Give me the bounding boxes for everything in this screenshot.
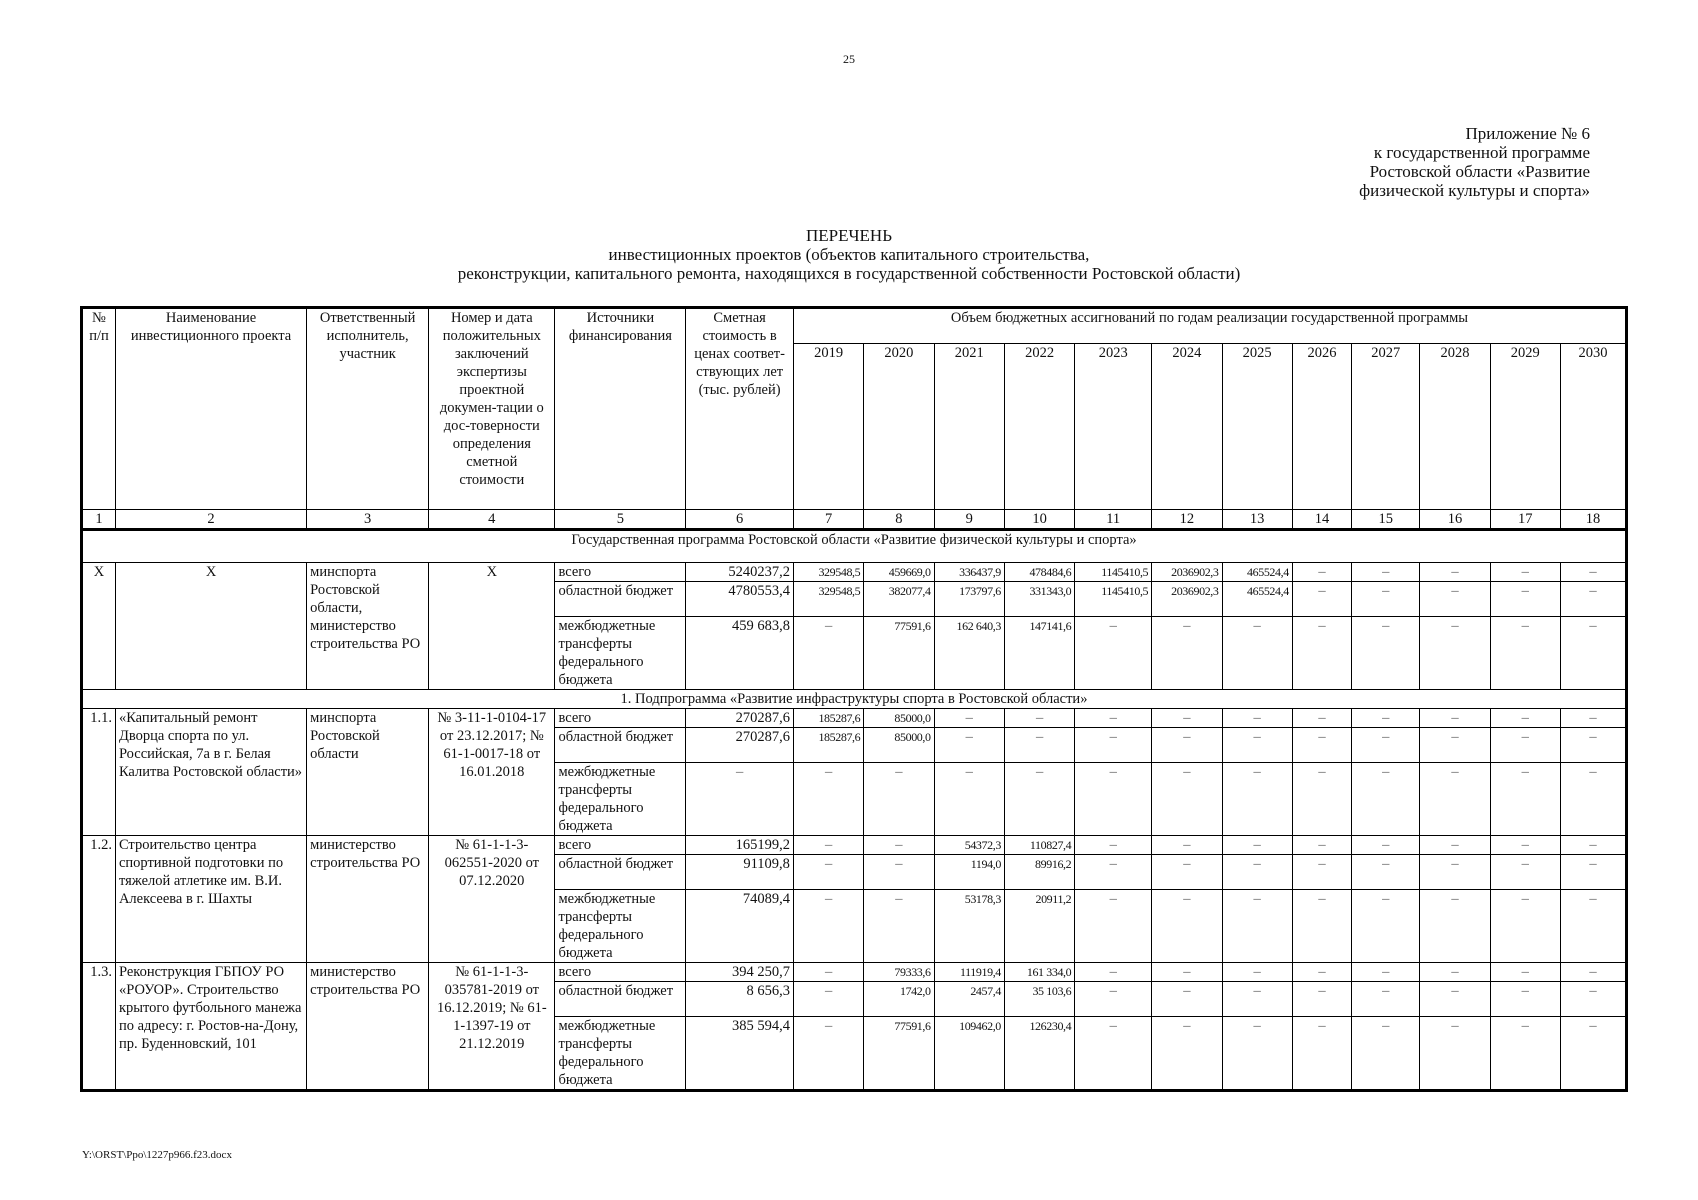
value-cell: –: [793, 963, 863, 982]
value-cell: –: [1490, 763, 1560, 836]
value-cell: –: [1222, 763, 1292, 836]
value-cell: –: [1420, 617, 1490, 690]
value-cell: –: [1152, 709, 1222, 728]
project-name: «Капитальный ремонт Дворца спорта по ул. Российская, 7а в г. Белая Калитва Ростовской области»: [115, 709, 306, 836]
value-cell: –: [1222, 890, 1292, 963]
header-expertise: Номер и дата положительных заключений экспертизы проектной докумен-тации о дос-товерности определения сметной стоимости: [429, 309, 555, 510]
year-header: 2025: [1222, 344, 1292, 510]
column-number: 3: [307, 510, 429, 530]
funding-source: всего: [555, 963, 686, 982]
table-row: [83, 963, 1626, 982]
project-name: Строительство центра спортивной подготовки по тяжелой атлетике им. В.И. Алексеева в г. Шахты: [115, 836, 306, 963]
funding-source: межбюджетные трансферты федерального бюджета: [555, 617, 686, 690]
year-header: 2027: [1352, 344, 1420, 510]
row-number: 1.1.: [83, 709, 116, 836]
value-cell: –: [864, 890, 934, 963]
value-cell: 459 683,8: [686, 617, 794, 690]
value-cell: –: [1560, 963, 1625, 982]
value-cell: 1145410,5: [1075, 582, 1152, 617]
value-cell: –: [1560, 709, 1625, 728]
value-cell: 1145410,5: [1075, 563, 1152, 582]
value-cell: –: [1352, 890, 1420, 963]
year-header: 2030: [1560, 344, 1625, 510]
value-cell: 109462,0: [934, 1017, 1004, 1090]
value-cell: 185287,6: [793, 728, 863, 763]
value-cell: –: [1352, 1017, 1420, 1090]
year-header: 2029: [1490, 344, 1560, 510]
column-number: 14: [1292, 510, 1351, 530]
column-number: 16: [1420, 510, 1490, 530]
header-sources: Источники финансирования: [555, 309, 686, 510]
value-cell: 270287,6: [686, 728, 794, 763]
value-cell: –: [1152, 963, 1222, 982]
value-cell: 329548,5: [793, 582, 863, 617]
value-cell: –: [1490, 563, 1560, 582]
value-cell: –: [1490, 890, 1560, 963]
value-cell: –: [1292, 836, 1351, 855]
investment-projects-table: [82, 308, 1626, 1090]
value-cell: –: [1560, 982, 1625, 1017]
value-cell: –: [793, 890, 863, 963]
value-cell: 331343,0: [1004, 582, 1074, 617]
value-cell: –: [1222, 617, 1292, 690]
header-project-name: Наименование инвестиционного проекта: [115, 309, 306, 510]
value-cell: –: [1222, 982, 1292, 1017]
year-header: 2022: [1004, 344, 1074, 510]
value-cell: –: [1560, 617, 1625, 690]
value-cell: –: [793, 836, 863, 855]
value-cell: –: [1075, 617, 1152, 690]
column-number: 2: [115, 510, 306, 530]
appendix-line: физической культуры и спорта»: [1359, 181, 1590, 200]
column-number: 13: [1222, 510, 1292, 530]
executor: министерство строительства РО: [307, 963, 429, 1090]
value-cell: –: [1420, 1017, 1490, 1090]
appendix-line: Приложение № 6: [1465, 124, 1590, 143]
value-cell: –: [934, 763, 1004, 836]
value-cell: –: [1292, 728, 1351, 763]
row-number: Х: [83, 563, 116, 690]
funding-source: всего: [555, 709, 686, 728]
value-cell: –: [1420, 890, 1490, 963]
value-cell: –: [1075, 855, 1152, 890]
value-cell: –: [1152, 982, 1222, 1017]
document-title: [0, 226, 1698, 283]
value-cell: 465524,4: [1222, 563, 1292, 582]
subprogram-title: 1. Подпрограмма «Развитие инфраструктуры спорта в Ростовской области»: [83, 690, 1626, 709]
value-cell: 173797,6: [934, 582, 1004, 617]
value-cell: –: [1352, 582, 1420, 617]
value-cell: –: [793, 617, 863, 690]
table-row: [83, 563, 1626, 582]
value-cell: –: [793, 763, 863, 836]
value-cell: 1194,0: [934, 855, 1004, 890]
value-cell: –: [1352, 982, 1420, 1017]
value-cell: –: [1292, 855, 1351, 890]
row-number: 1.2.: [83, 836, 116, 963]
value-cell: –: [1152, 1017, 1222, 1090]
value-cell: –: [1352, 763, 1420, 836]
expertise: № 3-11-1-0104-17 от 23.12.2017; № 61-1-0017-18 от 16.01.2018: [429, 709, 555, 836]
funding-source: межбюджетные трансферты федерального бюджета: [555, 1017, 686, 1090]
value-cell: 2036902,3: [1152, 582, 1222, 617]
column-number: 15: [1352, 510, 1420, 530]
value-cell: 465524,4: [1222, 582, 1292, 617]
value-cell: –: [1222, 709, 1292, 728]
value-cell: 8 656,3: [686, 982, 794, 1017]
project-name: Х: [115, 563, 306, 690]
funding-source: межбюджетные трансферты федерального бюджета: [555, 763, 686, 836]
value-cell: –: [1560, 836, 1625, 855]
value-cell: –: [1490, 1017, 1560, 1090]
value-cell: –: [1222, 836, 1292, 855]
value-cell: –: [1420, 763, 1490, 836]
value-cell: –: [1420, 582, 1490, 617]
value-cell: 185287,6: [793, 709, 863, 728]
value-cell: 77591,6: [864, 617, 934, 690]
value-cell: –: [1222, 855, 1292, 890]
value-cell: –: [1420, 728, 1490, 763]
appendix-line: к государственной программе: [1373, 143, 1590, 162]
value-cell: –: [1560, 563, 1625, 582]
value-cell: –: [1490, 855, 1560, 890]
value-cell: –: [1075, 709, 1152, 728]
column-number: 5: [555, 510, 686, 530]
value-cell: –: [1420, 709, 1490, 728]
value-cell: –: [1292, 963, 1351, 982]
value-cell: –: [1004, 709, 1074, 728]
value-cell: –: [1075, 982, 1152, 1017]
funding-source: областной бюджет: [555, 728, 686, 763]
value-cell: –: [1292, 1017, 1351, 1090]
column-number: 1: [83, 510, 116, 530]
value-cell: –: [1420, 982, 1490, 1017]
column-number: 17: [1490, 510, 1560, 530]
value-cell: –: [1490, 963, 1560, 982]
value-cell: –: [1292, 563, 1351, 582]
header-num: № п/п: [83, 309, 116, 510]
funding-source: всего: [555, 563, 686, 582]
header-cost: Сметная стоимость в ценах соответ-ствующих лет (тыс. рублей): [686, 309, 794, 510]
value-cell: 35 103,6: [1004, 982, 1074, 1017]
year-header: 2021: [934, 344, 1004, 510]
year-header: 2019: [793, 344, 863, 510]
subprogram-row: [83, 690, 1626, 709]
value-cell: 126230,4: [1004, 1017, 1074, 1090]
funding-source: областной бюджет: [555, 582, 686, 617]
value-cell: 2457,4: [934, 982, 1004, 1017]
executor: минспорта Ростовской области: [307, 709, 429, 836]
table-row: [83, 709, 1626, 728]
value-cell: 54372,3: [934, 836, 1004, 855]
value-cell: –: [1560, 582, 1625, 617]
value-cell: –: [1152, 855, 1222, 890]
value-cell: –: [1420, 836, 1490, 855]
value-cell: –: [1560, 890, 1625, 963]
value-cell: 329548,5: [793, 563, 863, 582]
value-cell: –: [1075, 1017, 1152, 1090]
value-cell: –: [1352, 617, 1420, 690]
funding-source: областной бюджет: [555, 982, 686, 1017]
value-cell: 20911,2: [1004, 890, 1074, 963]
value-cell: 161 334,0: [1004, 963, 1074, 982]
value-cell: –: [1352, 728, 1420, 763]
value-cell: –: [1420, 855, 1490, 890]
value-cell: –: [1490, 982, 1560, 1017]
value-cell: 2036902,3: [1152, 563, 1222, 582]
value-cell: 385 594,4: [686, 1017, 794, 1090]
executor: министерство строительства РО: [307, 836, 429, 963]
value-cell: –: [1490, 617, 1560, 690]
column-number: 18: [1560, 510, 1625, 530]
value-cell: –: [1560, 1017, 1625, 1090]
value-cell: –: [1352, 855, 1420, 890]
value-cell: –: [864, 855, 934, 890]
value-cell: –: [793, 1017, 863, 1090]
value-cell: 382077,4: [864, 582, 934, 617]
column-number: 11: [1075, 510, 1152, 530]
value-cell: –: [793, 855, 863, 890]
value-cell: –: [1222, 1017, 1292, 1090]
value-cell: –: [1075, 963, 1152, 982]
page-number: 25: [843, 52, 855, 66]
value-cell: 270287,6: [686, 709, 794, 728]
year-header: 2023: [1075, 344, 1152, 510]
value-cell: –: [1352, 563, 1420, 582]
value-cell: –: [934, 728, 1004, 763]
expertise: Х: [429, 563, 555, 690]
value-cell: 1742,0: [864, 982, 934, 1017]
value-cell: –: [1560, 763, 1625, 836]
value-cell: 53178,3: [934, 890, 1004, 963]
value-cell: –: [1152, 763, 1222, 836]
value-cell: –: [793, 982, 863, 1017]
value-cell: 77591,6: [864, 1017, 934, 1090]
value-cell: 459669,0: [864, 563, 934, 582]
value-cell: –: [1420, 963, 1490, 982]
value-cell: 5240237,2: [686, 563, 794, 582]
file-path: Y:\ORST\Ppo\1227p966.f23.docx: [82, 1149, 232, 1161]
funding-source: межбюджетные трансферты федерального бюджета: [555, 890, 686, 963]
appendix-note: [1359, 124, 1590, 200]
value-cell: –: [1292, 617, 1351, 690]
value-cell: 85000,0: [864, 728, 934, 763]
value-cell: 4780553,4: [686, 582, 794, 617]
table-row: [83, 836, 1626, 855]
value-cell: –: [1292, 890, 1351, 963]
year-header: 2026: [1292, 344, 1351, 510]
funding-source: областной бюджет: [555, 855, 686, 890]
value-cell: 91109,8: [686, 855, 794, 890]
value-cell: –: [1222, 728, 1292, 763]
column-number: 8: [864, 510, 934, 530]
funding-source: всего: [555, 836, 686, 855]
program-title: Государственная программа Ростовской области «Развитие физической культуры и спорта»: [83, 530, 1626, 563]
value-cell: 89916,2: [1004, 855, 1074, 890]
value-cell: –: [1490, 728, 1560, 763]
title-line: ПЕРЕЧЕНЬ: [806, 226, 892, 245]
value-cell: –: [1152, 836, 1222, 855]
column-number: 10: [1004, 510, 1074, 530]
value-cell: –: [1075, 836, 1152, 855]
value-cell: –: [1292, 982, 1351, 1017]
header-budget: Объем бюджетных ассигнований по годам реализации государственной программы: [793, 309, 1625, 344]
year-header: 2028: [1420, 344, 1490, 510]
year-header: 2020: [864, 344, 934, 510]
value-cell: –: [1352, 709, 1420, 728]
column-number: 12: [1152, 510, 1222, 530]
value-cell: –: [1292, 582, 1351, 617]
value-cell: –: [1292, 763, 1351, 836]
value-cell: 110827,4: [1004, 836, 1074, 855]
value-cell: –: [1075, 728, 1152, 763]
value-cell: 336437,9: [934, 563, 1004, 582]
value-cell: 85000,0: [864, 709, 934, 728]
value-cell: 162 640,3: [934, 617, 1004, 690]
value-cell: –: [1420, 563, 1490, 582]
value-cell: –: [1004, 728, 1074, 763]
value-cell: –: [864, 836, 934, 855]
value-cell: –: [1560, 855, 1625, 890]
value-cell: –: [1075, 763, 1152, 836]
value-cell: –: [934, 709, 1004, 728]
value-cell: –: [1075, 890, 1152, 963]
value-cell: –: [864, 763, 934, 836]
header-executor: Ответственный исполнитель, участник: [307, 309, 429, 510]
executor: минспорта Ростовской области, министерство строительства РО: [307, 563, 429, 690]
value-cell: 478484,6: [1004, 563, 1074, 582]
value-cell: –: [1222, 963, 1292, 982]
value-cell: –: [1490, 836, 1560, 855]
value-cell: –: [1352, 963, 1420, 982]
column-number: 6: [686, 510, 794, 530]
expertise: № 61-1-1-3-062551-2020 от 07.12.2020: [429, 836, 555, 963]
value-cell: 74089,4: [686, 890, 794, 963]
column-number: 4: [429, 510, 555, 530]
value-cell: 111919,4: [934, 963, 1004, 982]
column-number: 9: [934, 510, 1004, 530]
expertise: № 61-1-1-3-035781-2019 от 16.12.2019; № 61-1-1397-19 от 21.12.2019: [429, 963, 555, 1090]
value-cell: –: [1152, 617, 1222, 690]
title-line: инвестиционных проектов (объектов капитального строительства,: [608, 245, 1090, 264]
project-name: Реконструкция ГБПОУ РО «РОУОР». Строительство крытого футбольного манежа по адресу: г. Ростов-на-Дону, пр. Буденновский, 101: [115, 963, 306, 1090]
value-cell: 79333,6: [864, 963, 934, 982]
row-number: 1.3.: [83, 963, 116, 1090]
title-line: реконструкции, капитального ремонта, находящихся в государственной собственности Ростовской области): [457, 264, 1241, 283]
value-cell: –: [1490, 582, 1560, 617]
column-number: 7: [793, 510, 863, 530]
value-cell: –: [1152, 728, 1222, 763]
value-cell: –: [1004, 763, 1074, 836]
value-cell: –: [1292, 709, 1351, 728]
value-cell: –: [1152, 890, 1222, 963]
appendix-line: Ростовской области «Развитие: [1369, 162, 1590, 181]
value-cell: –: [686, 763, 794, 836]
value-cell: 147141,6: [1004, 617, 1074, 690]
value-cell: –: [1490, 709, 1560, 728]
value-cell: 165199,2: [686, 836, 794, 855]
value-cell: –: [1352, 836, 1420, 855]
value-cell: –: [1560, 728, 1625, 763]
year-header: 2024: [1152, 344, 1222, 510]
value-cell: 394 250,7: [686, 963, 794, 982]
